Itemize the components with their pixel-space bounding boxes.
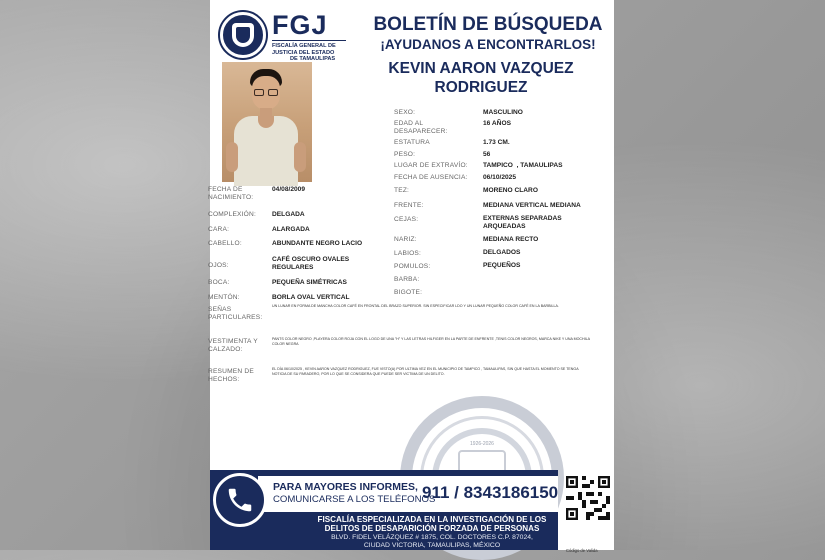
label-pomulos: POMULOS: [394,263,431,270]
label-cabello: CABELLO: [208,240,242,247]
search-bulletin-poster [208,0,614,553]
value-fecha-nacimiento: 04/08/2009 [272,186,306,193]
phone-icon [225,485,255,515]
label-barba: BARBA: [394,276,420,283]
bulletin-title: BOLETÍN DE BÚSQUEDA [373,14,603,35]
logo-org-line-3: DE TAMAULIPAS [290,56,336,62]
label-nariz: NARIZ: [394,236,417,243]
qr-code [566,476,610,553]
label-tez: TEZ: [394,187,410,194]
value-cabello: ABUNDANTE NEGRO LACIO [272,240,363,247]
label-cejas: CEJAS: [394,216,419,223]
value-complexion: DELGADA [272,211,305,218]
resumen-text: EL DÍA 06/10/2025 , KEVIN AARON VAZQUEZ RODRIGUEZ, FUE VISTO(A) POR ULTIMA VEZ EN EL MUNICIPIO DE TAMPICO , TAMAULIPAS, SIN QUE HASTA EL MOMENTO SE TENGA NOTICIA DE SU PARADERO, POR LO QUE SE CONSIDERA QUE PUEDE SER VICTIMA DE UN DELITO. [272,367,579,376]
dept-line-1: FISCALÍA ESPECIALIZADA EN LA INVESTIGACIÓN DE LOS [317,515,547,524]
label-peso: PESO: [394,151,416,158]
dept-line-2: DELITOS DE DESAPARICIÓN FORZADA DE PERSONAS [324,524,540,533]
label-boca: BOCA: [208,279,230,286]
value-estatura: 1.73 CM. [483,139,510,146]
label-sexo: SEXO: [394,109,416,116]
vestimenta-text: PANTS COLOR NEGRO ,PLAYERA COLOR ROJA CON EL LOGO DE UNA "H" Y LAS LETRAS HILFIGER EN LA PARTE DE ENFRENTE ,TENIS COLOR NEGROS, MARCA NIKE Y UNA MOCHILA COLOR NEGRA [272,337,590,346]
phone-icon-circle [213,473,267,527]
info-line-2: COMUNICARSE A LOS TELÉFONOS [273,494,436,505]
value-fecha-ausencia: 06/10/2025 [483,174,517,181]
label-estatura: ESTATURA [394,139,430,146]
label-frente: FRENTE: [394,202,424,209]
value-edad: 16 AÑOS [483,120,511,127]
seal-year: 1926-2026 [470,441,494,447]
value-tez: MORENO CLARO [483,187,538,194]
footer-band [210,470,614,553]
logo-org-line-1: FISCALÍA GENERAL DE [272,43,336,49]
value-ojos: CAFÉ OSCURO OVALES REGULARES [272,256,350,271]
value-cejas: EXTERNAS SEPARADAS ARQUEADAS [483,215,562,230]
qr-code-icon [566,476,610,520]
phone-numbers: 911 / 8343186150 [422,483,559,502]
value-labios: DELGADOS [483,249,521,256]
value-nariz: MEDIANA RECTO [483,236,539,243]
label-senas: SEÑAS PARTICULARES: [208,306,263,321]
senas-text: UN LUNAR EN FORMA DE MANCHA COLOR CAFÉ EN FRONTAL DEL BRAZO SUPERIOR. SIN ESPECIFICAR LDO Y UN LUNAR PEQUEÑO COLOR CAFÉ EN LA BARBILLA. [272,304,559,308]
label-ojos: OJOS: [208,262,229,269]
value-menton: BORLA OVAL VERTICAL [272,294,350,301]
value-sexo: MASCULINO [483,109,523,116]
label-fecha-nacimiento: FECHA DE NACIMIENTO: [208,186,254,201]
logo-emblem [220,12,266,58]
label-bigote: BIGOTE: [394,289,423,296]
label-resumen: RESUMEN DE HECHOS: [208,368,254,383]
label-cara: CARA: [208,226,230,233]
address-line-1: BLVD. FIDEL VELÁZQUEZ # 1875, COL. DOCTORES C.P. 87024, [331,534,533,541]
logo-abbreviation: FGJ [272,10,328,40]
bulletin-subtitle: ¡AYUDANOS A ENCONTRARLOS! [380,37,596,52]
value-frente: MEDIANA VERTICAL MEDIANA [483,202,581,209]
value-peso: 56 [483,151,491,158]
value-pomulos: PEQUEÑOS [483,262,521,269]
fgj-logo [220,12,348,62]
person-name-line-2: RODRIGUEZ [434,79,528,96]
label-complexion: COMPLEXIÓN: [208,211,256,218]
value-lugar: TAMPICO , TAMAULIPAS [483,162,563,169]
label-vestimenta: VESTIMENTA Y CALZADO: [208,338,258,353]
address-line-2: CIUDAD VICTORIA, TAMAULIPAS, MÉXICO [363,542,501,549]
qr-caption: Código de Valida [566,548,598,553]
label-lugar: LUGAR DE EXTRAVÍO: [394,162,468,169]
label-edad: EDAD AL DESAPARECER: [394,120,448,135]
person-photo [222,62,312,182]
glasses-icon [254,89,264,96]
person-name-line-1: KEVIN AARON VAZQUEZ [388,60,574,77]
info-line-1: PARA MAYORES INFORMES, [273,481,418,493]
logo-org-line-2: JUSTICIA DEL ESTADO [272,49,335,56]
value-cara: ALARGADA [272,226,310,233]
label-menton: MENTÓN: [208,294,240,301]
label-fecha-ausencia: FECHA DE AUSENCIA: [394,174,468,181]
label-labios: LABIOS: [394,250,422,257]
value-boca: PEQUEÑA SIMÉTRICAS [272,279,347,286]
